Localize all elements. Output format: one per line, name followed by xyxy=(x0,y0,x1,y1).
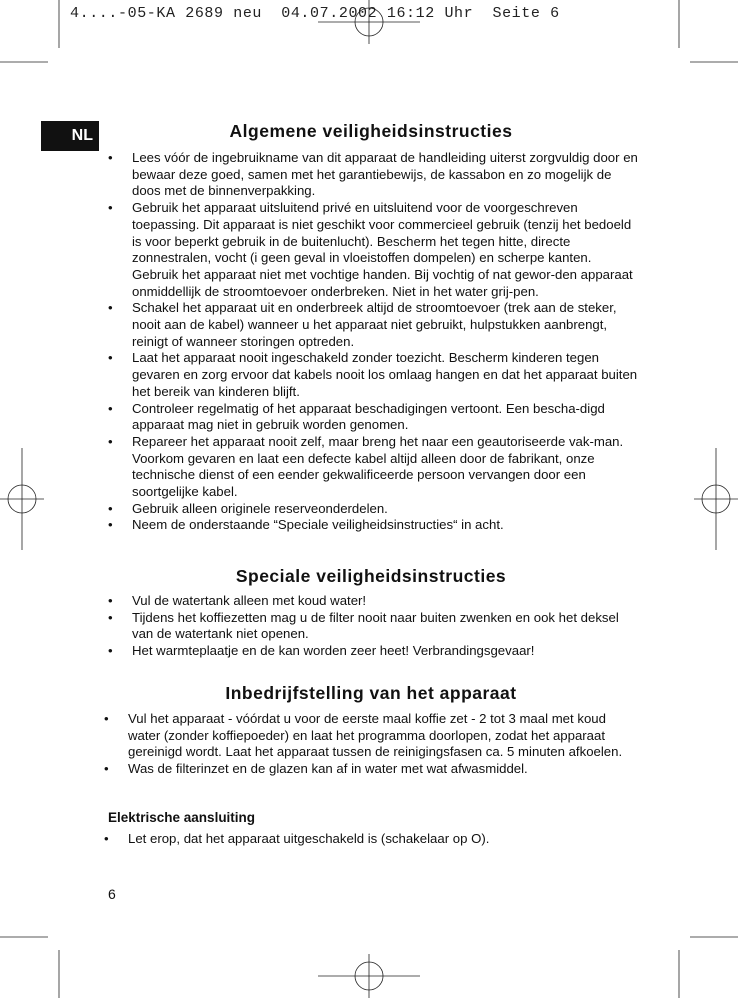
list-item: • Neem de onderstaande “Speciale veiligheidsinstructies“ in acht. xyxy=(132,517,638,534)
electrical-connection-list xyxy=(128,831,638,848)
list-item: • Lees vóór de ingebruikname van dit apparaat de handleiding uiterst zorgvuldig door en bewaar deze goed, samen met het garantiebewijs, de kassabon en zo mogelijk de doos met de binnenverpakking. xyxy=(132,150,638,200)
general-safety-list xyxy=(132,150,638,534)
list-item: • Tijdens het koffiezetten mag u de filter nooit naar buiten zwenken en ook het deksel van de watertank niet openen. xyxy=(132,610,638,643)
list-item: • Vul de watertank alleen met koud water! xyxy=(132,593,638,610)
heading-general-safety: Algemene veiligheidsinstructies xyxy=(229,121,513,141)
list-item: • Was de filterinzet en de glazen kan af in water met wat afwasmiddel. xyxy=(128,761,638,778)
list-item: • Repareer het apparaat nooit zelf, maar breng het naar een geautoriseerde vak-man. Voorkom gevaren en laat een defecte kabel altijd alleen door de fabrikant, onze technische dienst of een eender gekwalificeerde persoon vervangen door een soortgelijke kabel. xyxy=(132,434,638,501)
print-slug: 4....-05-KA 2689 neu 04.07.2002 16:12 Uhr Seite 6 xyxy=(70,5,560,22)
heading-startup: Inbedrijfstelling van het apparaat xyxy=(225,683,517,703)
registration-mark-bottom xyxy=(318,954,420,998)
list-item: • Het warmteplaatje en de kan worden zeer heet! Verbrandingsgevaar! xyxy=(132,643,638,660)
subheading-electrical-connection: Elektrische aansluiting xyxy=(108,810,256,825)
language-tab: NL xyxy=(41,121,99,151)
registration-mark-right xyxy=(694,448,738,550)
startup-list xyxy=(128,711,638,778)
list-item: • Gebruik alleen originele reserveonderdelen. xyxy=(132,501,638,518)
list-item: • Let erop, dat het apparaat uitgeschakeld is (schakelaar op O). xyxy=(128,831,638,848)
registration-mark-top xyxy=(318,0,420,44)
list-item: • Laat het apparaat nooit ingeschakeld zonder toezicht. Bescherm kinderen tegen gevaren en zorg ervoor dat kabels nooit los omlaag hangen en dat het apparaat buiten het bereik van kinderen blijft. xyxy=(132,350,638,400)
registration-mark-left xyxy=(0,448,44,550)
list-item: • Schakel het apparaat uit en onderbreek altijd de stroomtoevoer (trek aan de steker, nooit aan de kabel) wanneer u het apparaat niet gebruikt, hulpstukken aanbrengt, reinigt of wanneer storingen optreden. xyxy=(132,300,638,350)
special-safety-list xyxy=(132,593,638,660)
list-item: • Controleer regelmatig of het apparaat beschadigingen vertoont. Een bescha-digd apparaat mag niet in gebruik worden genomen. xyxy=(132,401,638,434)
heading-special-safety: Speciale veiligheidsinstructies xyxy=(235,566,507,586)
page-number: 6 xyxy=(108,886,116,902)
list-item: • Vul het apparaat - vóórdat u voor de eerste maal koffie zet - 2 tot 3 maal met koud water (zonder koffiepoeder) en laat het programma doorlopen, zodat het apparaat gereinigd wordt. Laat het apparaat tussen de reinigingsfasen ca. 5 minuten afkoelen. xyxy=(128,711,638,761)
list-item: • Gebruik het apparaat uitsluitend privé en uitsluitend voor de voorgeschreven toepassing. Dit apparaat is niet geschikt voor commercieel gebruik (tenzij het bedoeld is voor beperkt gebruik in de buitenlucht). Bescherm het tegen hitte, directe zonnestralen, vocht (i geen geval in vloeistoffen dompelen) en scherpe kanten. Gebruik het apparaat niet met vochtige handen. Bij vochtig of nat gewor-den apparaat onmiddellijk de stroomtoevoer onderbreken. Niet in het water grij-pen. xyxy=(132,200,638,300)
